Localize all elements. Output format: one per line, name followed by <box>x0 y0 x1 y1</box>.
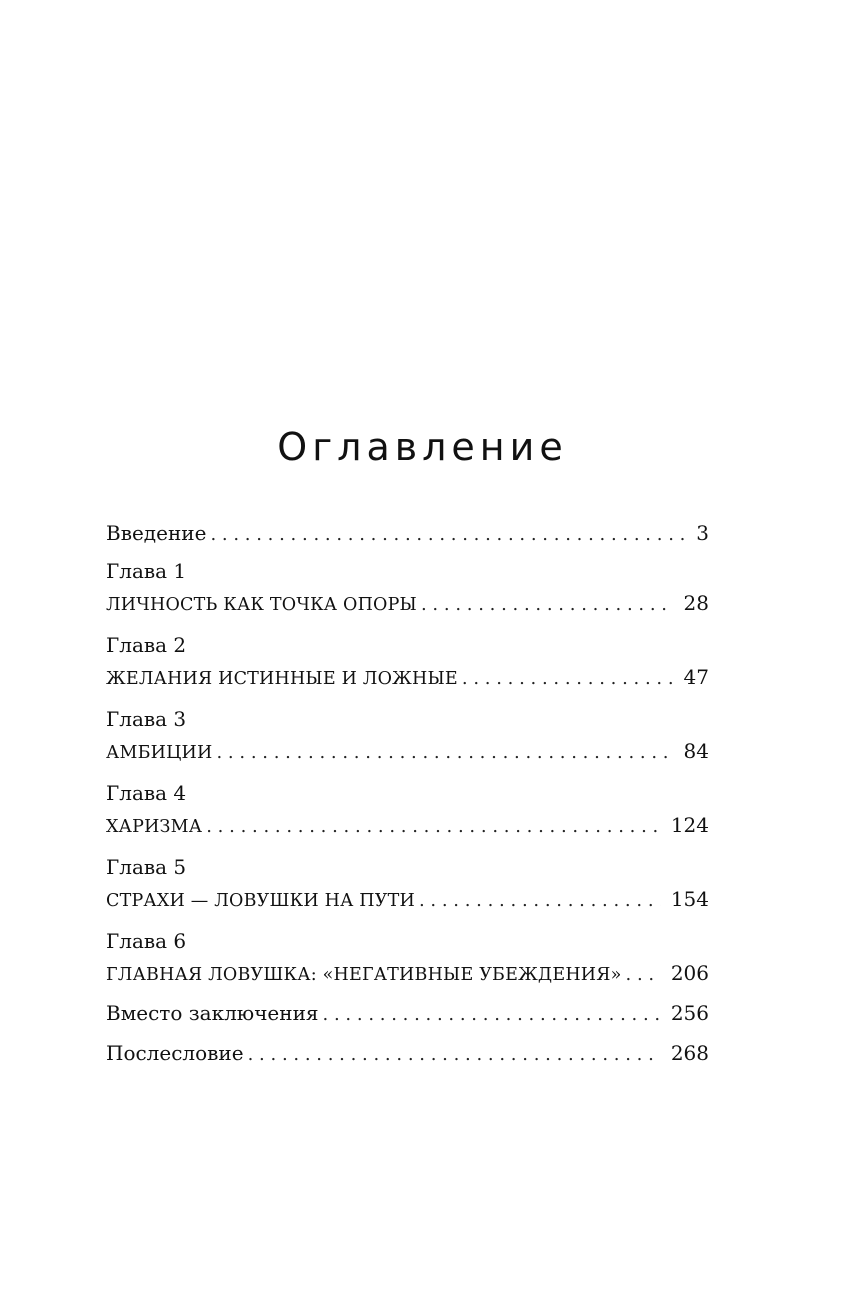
dot-leader <box>216 734 673 770</box>
toc-entry-title: Введение <box>106 521 207 545</box>
toc-line <box>106 808 709 842</box>
chapter-label: Глава 5 <box>106 855 187 879</box>
toc-entry-afterword[interactable] <box>106 1036 709 1070</box>
toc-entry-title: Вместо заключения <box>106 1001 319 1025</box>
toc-page-number: 47 <box>683 665 709 689</box>
toc-entry-chapter-1[interactable] <box>106 556 709 620</box>
toc-entry-conclusion[interactable] <box>106 996 709 1030</box>
toc-line <box>106 1036 709 1070</box>
dot-leader <box>323 996 661 1032</box>
toc-page-number: 124 <box>670 813 709 837</box>
chapter-title: ГЛАВНАЯ ЛОВУШКА: «НЕГАТИВНЫЕ УБЕЖДЕНИЯ» <box>106 965 622 985</box>
page-title: Оглавление <box>277 425 568 469</box>
toc-entry-chapter-5[interactable] <box>106 852 709 916</box>
toc-page-number: 84 <box>683 739 709 763</box>
chapter-title: ЛИЧНОСТЬ КАК ТОЧКА ОПОРЫ <box>106 595 417 615</box>
toc-line <box>106 956 709 990</box>
toc-entry-chapter-3[interactable] <box>106 704 709 768</box>
chapter-title: ХАРИЗМА <box>106 817 203 837</box>
toc-entry-chapter-2[interactable] <box>106 630 709 694</box>
toc-entry-intro[interactable] <box>106 516 709 550</box>
chapter-label: Глава 2 <box>106 633 187 657</box>
chapter-title: ЖЕЛАНИЯ ИСТИННЫЕ И ЛОЖНЫЕ <box>106 669 458 689</box>
toc-line <box>106 734 709 768</box>
toc-page-number: 3 <box>696 521 709 545</box>
toc-line <box>106 660 709 694</box>
dot-leader <box>626 956 661 992</box>
toc-page-number: 268 <box>670 1041 709 1065</box>
toc-page-number: 206 <box>670 961 709 985</box>
dot-leader <box>248 1036 661 1072</box>
chapter-label: Глава 3 <box>106 707 187 731</box>
chapter-title: СТРАХИ — ЛОВУШКИ НА ПУТИ <box>106 891 415 911</box>
chapter-label: Глава 1 <box>106 559 187 583</box>
table-of-contents <box>106 516 709 1070</box>
toc-page-number: 154 <box>670 887 709 911</box>
toc-page-number: 28 <box>683 591 709 615</box>
dot-leader <box>210 516 686 552</box>
chapter-title: АМБИЦИИ <box>106 743 213 763</box>
dot-leader <box>462 660 674 696</box>
toc-entry-chapter-4[interactable] <box>106 778 709 842</box>
toc-page-number: 256 <box>670 1001 709 1025</box>
chapter-label: Глава 6 <box>106 929 187 953</box>
toc-line <box>106 996 709 1030</box>
chapter-label: Глава 4 <box>106 781 187 805</box>
dot-leader <box>421 586 674 622</box>
toc-line <box>106 586 709 620</box>
toc-entry-title: Послесловие <box>106 1041 244 1065</box>
dot-leader <box>419 882 661 918</box>
dot-leader <box>206 808 661 844</box>
toc-line <box>106 516 709 550</box>
toc-entry-chapter-6[interactable] <box>106 926 709 990</box>
toc-line <box>106 882 709 916</box>
